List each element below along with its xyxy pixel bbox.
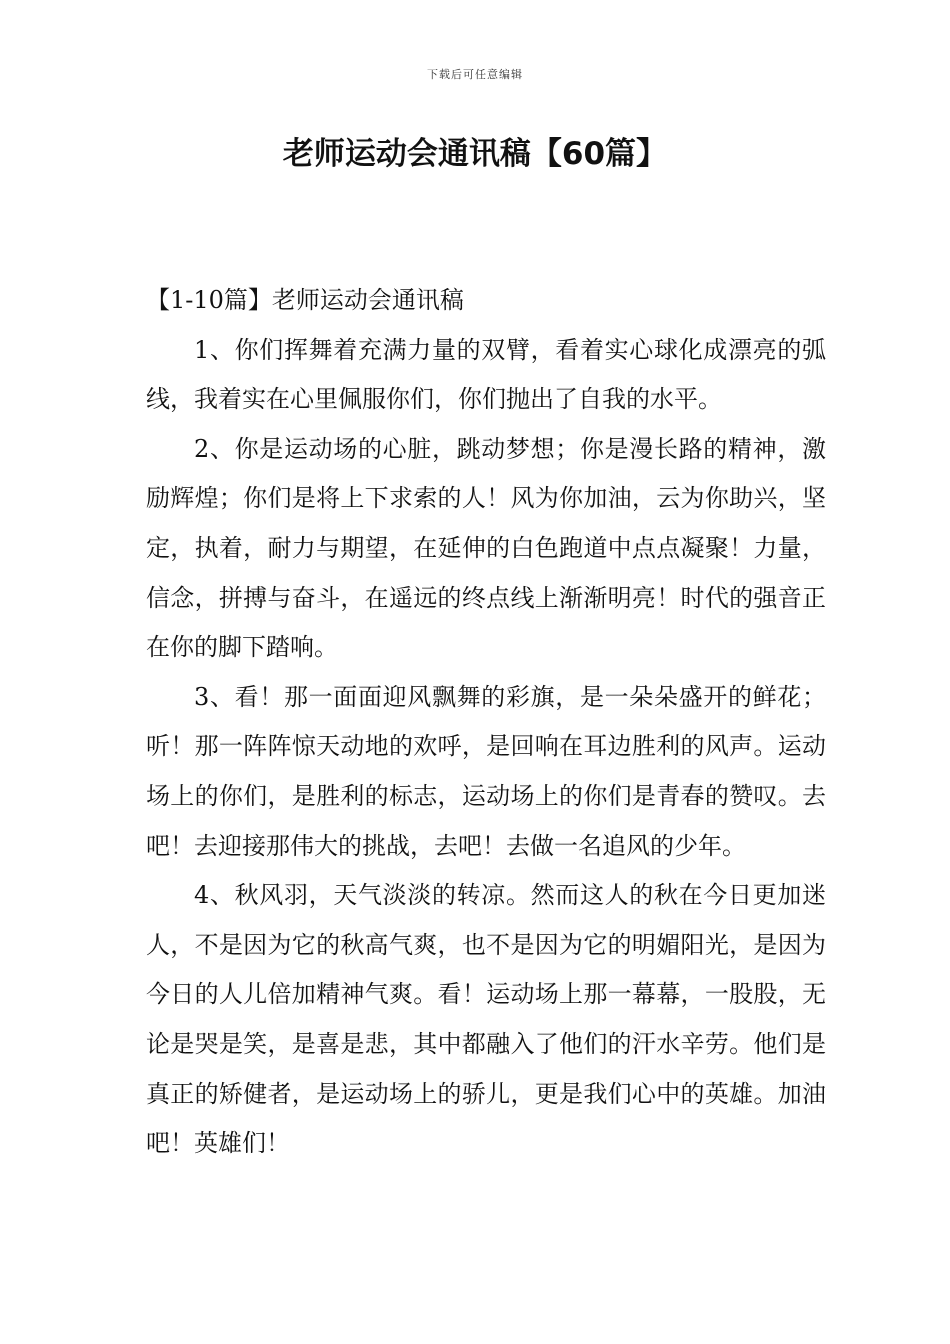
page-title: 老师运动会通讯稿【60篇】 <box>282 136 668 172</box>
paragraph-1: 1、你们挥舞着充满力量的双臂，看着实心球化成漂亮的弧线，我着实在心里佩服你们，你们抛出了自我的水平。 <box>146 335 826 414</box>
paragraph-2: 2、你是运动场的心脏，跳动梦想；你是漫长路的精神，激励辉煌；你们是将上下求索的人！风为你加油，云为你助兴，坚定，执着，耐力与期望，在延伸的白色跑道中点点凝聚！力量，信念，拼搏与奋斗，在遥远的终点线上渐渐明亮！时代的强音正在你的脚下踏响。 <box>146 434 826 662</box>
section-heading: 【1-10篇】老师运动会通讯稿 <box>146 286 464 314</box>
header-note: 下载后可任意编辑 <box>427 68 523 81</box>
document-body <box>146 276 826 1169</box>
paragraph-3: 3、看！那一面面迎风飘舞的彩旗，是一朵朵盛开的鲜花；听！那一阵阵惊天动地的欢呼，是回响在耳边胜利的风声。运动场上的你们，是胜利的标志，运动场上的你们是青春的赞叹。去吧！去迎接那伟大的挑战，去吧！去做一名追风的少年。 <box>146 682 826 860</box>
paragraph-4: 4、秋风羽，天气淡淡的转凉。然而这人的秋在今日更加迷人，不是因为它的秋高气爽，也不是因为它的明媚阳光，是因为今日的人儿倍加精神气爽。看！运动场上那一幕幕，一股股，无论是哭是笑，是喜是悲，其中都融入了他们的汗水辛劳。他们是真正的矫健者，是运动场上的骄儿，更是我们心中的英雄。加油吧！英雄们！ <box>146 881 826 1158</box>
